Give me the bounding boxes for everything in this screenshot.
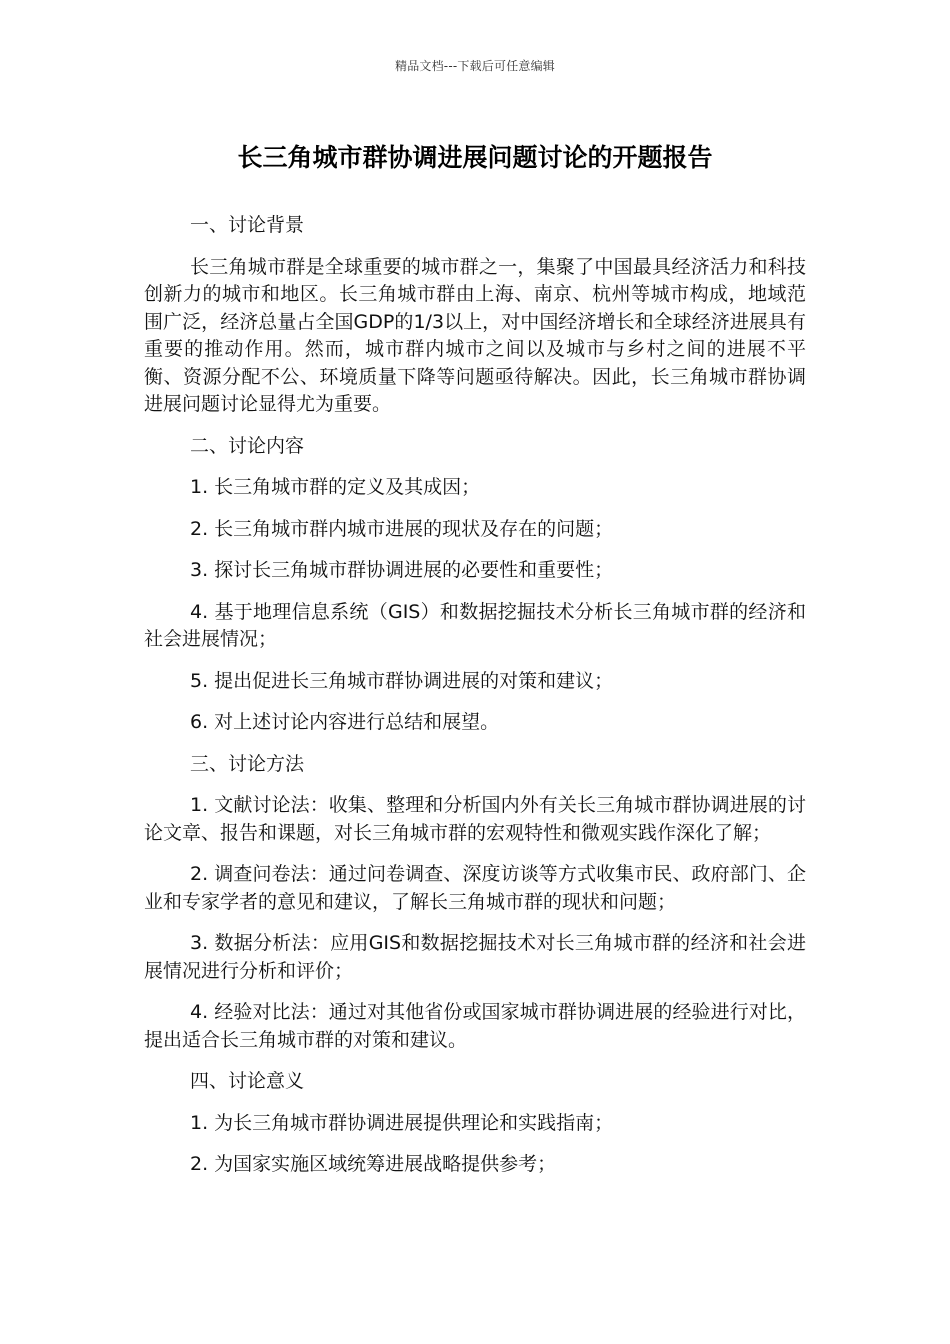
content-item-3: 3. 探讨长三角城市群协调进展的必要性和重要性； [190, 559, 614, 581]
content-item-6: 6. 对上述讨论内容进行总结和展望。 [190, 711, 500, 733]
significance-item-2: 2. 为国家实施区域统筹进展战略提供参考； [190, 1153, 557, 1175]
method-item-4: 4. 经验对比法：通过对其他省份或国家城市群协调进展的经验进行对比，提出适合长三角城市群的对策和建议。 [144, 1001, 806, 1051]
method-item-2: 2. 调查问卷法：通过问卷调查、深度访谈等方式收集市民、政府部门、企业和专家学者的意见和建议，了解长三角城市群的现状和问题； [144, 863, 806, 913]
content-item-4: 4. 基于地理信息系统（GIS）和数据挖掘技术分析长三角城市群的经济和社会进展情况； [144, 600, 806, 650]
content-item-5: 5. 提出促进长三角城市群协调进展的对策和建议； [190, 669, 614, 692]
paragraph-background: 长三角城市群是全球重要的城市群之一，集聚了中国最具经济活力和科技创新力的城市和地区。长三角城市群由上海、南京、杭州等城市构成，地域范围广泛，经济总量占全国GDP的1/3以上，对中国经济增长和全球经济进展具有重要的推动作用。然而，城市群内城市之间以及城市与乡村之间的进展不平衡、资源分配不公、环境质量下降等问题亟待解决。因此，长三角城市群协调进展问题讨论显得尤为重要。 [144, 255, 806, 415]
section-heading-significance: 四、讨论意义 [190, 1070, 305, 1092]
method-item-1: 1. 文献讨论法：收集、整理和分析国内外有关长三角城市群协调进展的讨论文章、报告和课题，对长三角城市群的宏观特性和微观实践作深化了解； [144, 794, 806, 844]
document-body [144, 212, 806, 1193]
document-title: 长三角城市群协调进展问题讨论的开题报告 [237, 143, 713, 172]
content-item-1: 1. 长三角城市群的定义及其成因； [190, 476, 481, 498]
content-item-2: 2. 长三角城市群内城市进展的现状及存在的问题； [190, 517, 614, 540]
header-note: 精品文档---下载后可任意编辑 [395, 59, 555, 73]
section-heading-background: 一、讨论背景 [190, 214, 305, 236]
section-heading-methods: 三、讨论方法 [190, 752, 305, 775]
method-item-3: 3. 数据分析法：应用GIS和数据挖掘技术对长三角城市群的经济和社会进展情况进行分析和评价； [144, 932, 806, 982]
significance-item-1: 1. 为长三角城市群协调进展提供理论和实践指南； [190, 1111, 614, 1134]
section-heading-content: 二、讨论内容 [190, 434, 305, 457]
